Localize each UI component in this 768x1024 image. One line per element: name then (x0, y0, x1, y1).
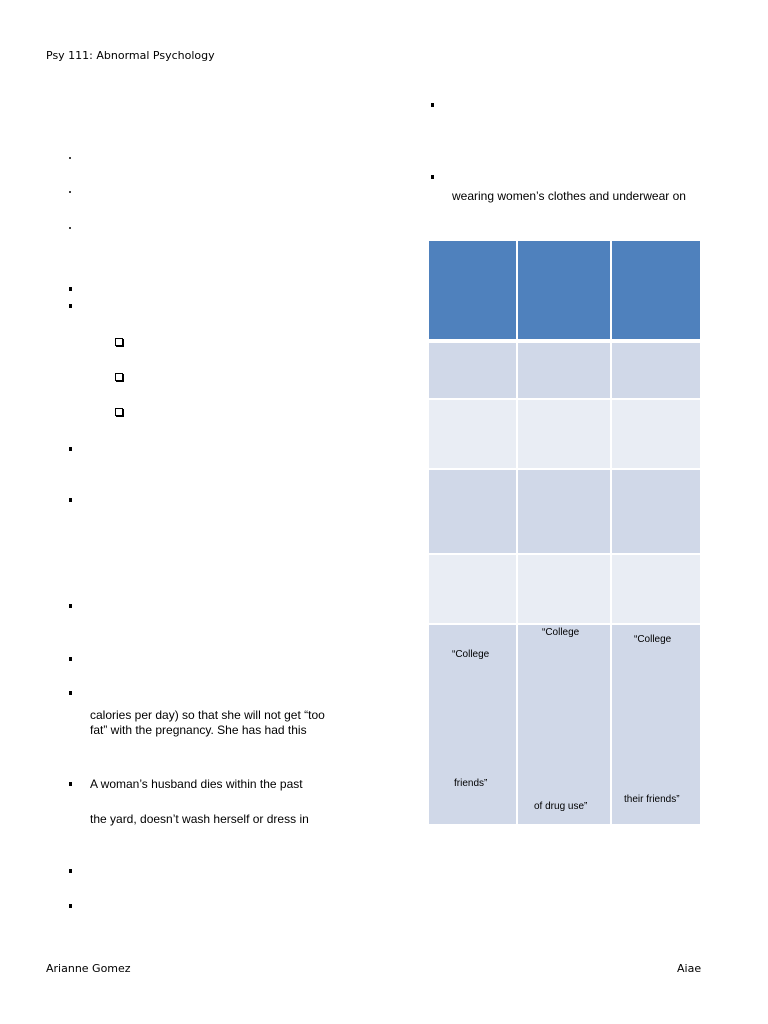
footer-right-text: Aiae (677, 962, 702, 975)
table-header-cell (429, 241, 516, 339)
table-cell (518, 555, 610, 623)
table-cell (518, 470, 610, 553)
bullet-marker (69, 657, 72, 661)
footer-author: Arianne Gomez (46, 962, 131, 975)
table-cell (612, 555, 700, 623)
table-cell-text-top: “College (452, 649, 490, 660)
table-cell (612, 343, 700, 398)
table-cell (518, 400, 610, 468)
pregnancy-text-line-2: fat” with the pregnancy. She has had this (90, 723, 307, 737)
bullet-marker (69, 604, 72, 608)
checkbox-bullet-icon (115, 408, 123, 416)
comparison-table (429, 241, 700, 824)
bullet-marker (431, 175, 434, 179)
table-cell-text-top: “College (542, 627, 580, 638)
table-cell (429, 470, 516, 553)
table-cell (612, 400, 700, 468)
bullet-marker (431, 103, 434, 107)
bullet-marker (69, 304, 72, 308)
clothes-text: wearing women’s clothes and underwear on (452, 189, 686, 203)
checkbox-bullet-icon (115, 373, 123, 381)
page-header-title: Psy 111: Abnormal Psychology (46, 49, 215, 62)
bullet-marker (69, 904, 72, 908)
table-cell-text-bottom: their friends” (624, 794, 680, 805)
table-cell (612, 625, 700, 824)
table-cell (429, 400, 516, 468)
bullet-marker (69, 691, 72, 695)
table-header-cell (518, 241, 610, 339)
table-cell (518, 625, 610, 824)
table-cell-text-bottom: friends” (454, 778, 488, 789)
table-cell-text-bottom: of drug use” (534, 801, 588, 812)
bullet-marker (69, 287, 72, 291)
checkbox-bullet-icon (115, 338, 123, 346)
bullet-marker (69, 227, 71, 229)
table-cell (429, 625, 516, 824)
bullet-marker (69, 191, 71, 193)
table-cell (429, 555, 516, 623)
bullet-marker (69, 782, 72, 786)
bullet-marker (69, 869, 72, 873)
table-header-cell (612, 241, 700, 339)
bullet-marker (69, 447, 72, 451)
table-cell-text-top: “College (634, 634, 672, 645)
table-cell (518, 343, 610, 398)
pregnancy-text-line-1: calories per day) so that she will not get “too (90, 708, 325, 722)
husband-text-line-1: A woman’s husband dies within the past (90, 777, 303, 791)
bullet-marker (69, 157, 71, 159)
husband-text-line-2: the yard, doesn’t wash herself or dress in (90, 812, 309, 826)
bullet-marker (69, 498, 72, 502)
table-cell (612, 470, 700, 553)
table-cell (429, 343, 516, 398)
